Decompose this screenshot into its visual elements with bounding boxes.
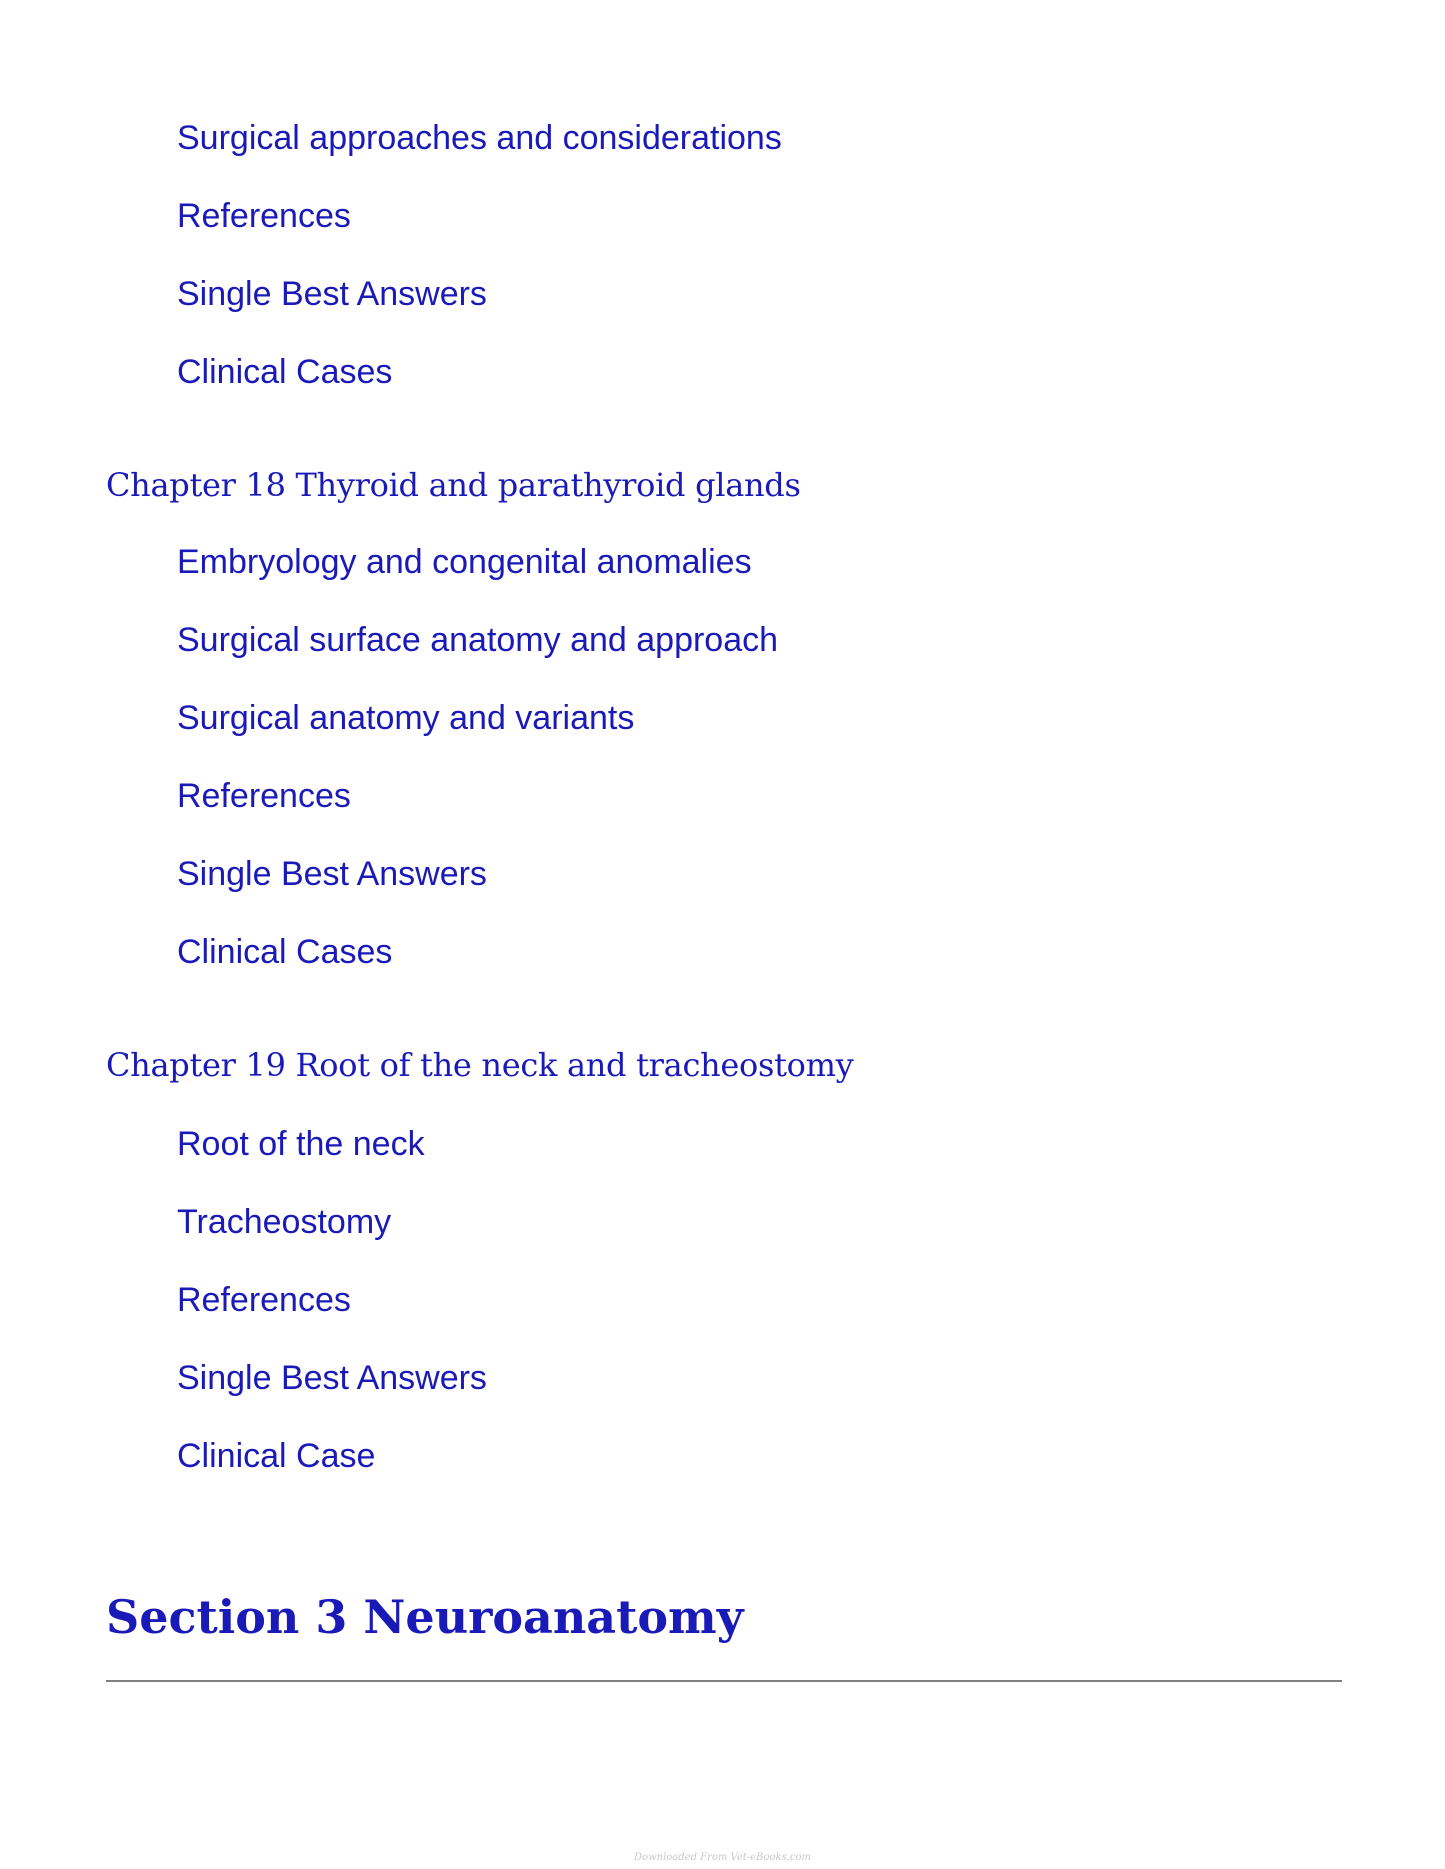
toc-link-surgical-surface-anatomy[interactable]: Surgical surface anatomy and approach [177, 621, 779, 659]
toc-link-surgical-approaches[interactable]: Surgical approaches and considerations [177, 119, 782, 157]
toc-link-single-best-answers[interactable]: Single Best Answers [177, 1359, 487, 1397]
toc-link-single-best-answers[interactable]: Single Best Answers [177, 855, 487, 893]
toc-link-embryology[interactable]: Embryology and congenital anomalies [177, 543, 752, 581]
toc-link-single-best-answers[interactable]: Single Best Answers [177, 275, 487, 313]
toc-link-references[interactable]: References [177, 1281, 351, 1319]
toc-link-tracheostomy[interactable]: Tracheostomy [177, 1203, 392, 1241]
toc-chapter-18[interactable]: Chapter 18 Thyroid and parathyroid glands [106, 466, 801, 504]
toc-link-clinical-case[interactable]: Clinical Case [177, 1437, 376, 1475]
toc-link-references[interactable]: References [177, 197, 351, 235]
footer-watermark: Downloaded From Vet-eBooks.com [634, 1852, 811, 1863]
toc-link-clinical-cases[interactable]: Clinical Cases [177, 933, 393, 971]
toc-link-root-of-neck[interactable]: Root of the neck [177, 1125, 425, 1163]
toc-link-clinical-cases[interactable]: Clinical Cases [177, 353, 393, 391]
toc-chapter-19[interactable]: Chapter 19 Root of the neck and tracheostomy [106, 1046, 854, 1084]
toc-link-references[interactable]: References [177, 777, 351, 815]
toc-link-surgical-anatomy-variants[interactable]: Surgical anatomy and variants [177, 699, 635, 737]
section-divider [106, 1680, 1342, 1682]
toc-section-3-heading[interactable]: Section 3 Neuroanatomy [106, 1590, 744, 1644]
